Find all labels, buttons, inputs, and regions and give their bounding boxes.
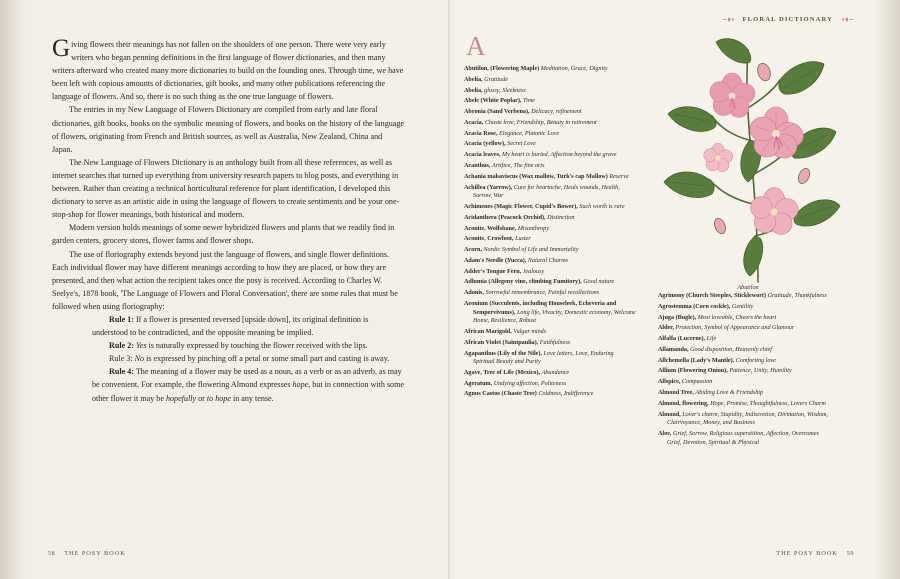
page-number-left: 58 xyxy=(48,551,56,557)
dictionary-entry-term: Abelia, xyxy=(464,87,483,94)
dictionary-entry-term: Agrostemma (Corn cockle), xyxy=(658,303,731,310)
dictionary-entry-definition: Secret Love xyxy=(507,141,536,148)
dictionary-entry-term: African Violet (Saintpaulia), xyxy=(464,339,539,346)
dictionary-entry-definition: glossy, Sleekness xyxy=(484,87,526,94)
left-page-body-text xyxy=(52,35,405,405)
dictionary-entry-term: Agapanthus (Lily of the Nile), xyxy=(464,350,542,357)
dictionary-entry xyxy=(658,430,834,447)
dictionary-entry xyxy=(464,65,636,74)
dictionary-entry-definition: Vulgar minds xyxy=(513,328,547,335)
dictionary-entry-term: Acacia (yellow), xyxy=(464,141,506,148)
paragraph-anthology: The New Language of Flowers Dictionary is an anthology built from all these references, as well as internet searches that turned up everything from university research papers to blog posts, and everything in between. Rather than creating a technical horticultural reference for plant identification, I developed this dictionary to serve as an artistic aide in using the language of flowers to create sentiments and be your one-stop-shop for flower meanings, both historical and modern. xyxy=(52,157,400,220)
dictionary-entry-definition: Good nature xyxy=(583,279,615,286)
dictionary-entry-term: Abutilon, (Flowering Maple) xyxy=(464,66,540,72)
floral-flourish-icon-right xyxy=(838,16,854,23)
rule-emphasis-4c: to hope xyxy=(206,393,231,403)
dictionary-entry-definition: Comforting love xyxy=(735,357,776,364)
running-head-label: FLORAL DICTIONARY xyxy=(742,16,833,23)
dictionary-entry-definition: Most loveable, Cheers the heart xyxy=(697,314,777,321)
rule-text-3b: is expressed by pinching off a petal or some small part and casting is away. xyxy=(144,354,390,364)
dictionary-entry xyxy=(658,324,834,333)
dictionary-entry-term: Almond, flowering, xyxy=(658,400,709,407)
dictionary-entry xyxy=(464,203,636,212)
dictionary-entry xyxy=(464,257,636,266)
dictionary-entry xyxy=(658,346,834,355)
rule-emphasis-4: hope xyxy=(292,380,309,390)
dictionary-entry xyxy=(658,292,834,301)
dictionary-entry-definition: Protection, Symbol of Appearance and Glamour xyxy=(675,325,795,332)
dictionary-entry-term: Achimenes (Magic Flower, Cupid's Bower), xyxy=(464,203,578,210)
dictionary-entry-definition: Hope, Promise, Thoughtfulness, Lovers Charm xyxy=(710,400,826,407)
rule-emphasis-3: No xyxy=(134,354,145,364)
dictionary-entry-definition: Meditation, Grace, Dignity xyxy=(540,66,608,72)
dictionary-entry xyxy=(464,278,636,287)
dictionary-entry xyxy=(658,367,834,376)
dictionary-entry xyxy=(464,300,636,326)
dictionary-entry-term: Achania mahaviscus (Wax mallow, Turk's cap Mallow) xyxy=(464,173,608,180)
rule-item-3 xyxy=(52,352,404,365)
rule-text-4c: or xyxy=(196,393,207,403)
footer-left xyxy=(48,550,126,557)
rule-text-2b: is naturally expressed by touching the flower received with the lips. xyxy=(146,341,368,351)
rule-item-4 xyxy=(52,365,404,404)
dictionary-entry-definition: Chaste love, Friendship, Beauty in retirement xyxy=(484,119,597,126)
dictionary-entry-definition: Jealousy xyxy=(522,268,545,275)
dictionary-entry-definition: Luster xyxy=(515,236,531,243)
dictionary-entry xyxy=(658,314,834,323)
floral-flourish-icon-left xyxy=(722,16,738,23)
dictionary-entry-definition: Lover's charm, Stupidity, Indiscretion, Divination, Wisdom, Clairvoyance, Money, and Business xyxy=(667,411,828,427)
dictionary-entry-term: Adonis, xyxy=(464,290,484,297)
dictionary-entry-definition: Cure for heartache, Heals wounds, Health, Sorrow, War xyxy=(473,184,620,200)
dictionary-entry xyxy=(464,328,636,337)
dictionary-entry-term: Alfalfa (Lucerne), xyxy=(658,336,706,343)
dictionary-entry-term: Aeonium (Succulents, including Houseleek, Echeveria and Sempervivums), xyxy=(464,301,617,316)
rule-label-2: Rule 2: xyxy=(109,341,134,351)
paragraph-text: iving flowers their meanings has not fallen on the shoulders of one person. There were very early writers who began penning definitions in the first language of flower dictionaries, and then many writers afterward who created many more dictionaries to build on the founding ones. Through time, we have been left with copious amounts of dictionaries, gift books, and many other publications referencing the language of flowers. And so, there is no such thing as the one true language of flowers. xyxy=(52,40,404,102)
rule-item-2 xyxy=(52,339,404,352)
dictionary-entry xyxy=(464,76,636,85)
paragraph-floriography: The use of floriography extends beyond just the language of flowers, and single flower definitions. Each individual flower may have different meanings according to how they are placed, or how they are presented, and then what action the recipient takes once the posy is received. According to Charles W. Seelye's, 1878 book, 'The Language of Flowers and Floral Conversation', there are some rules that must be followed when using floriography: xyxy=(52,249,398,311)
dictionary-entry-definition: Gratitude, Thankfulness xyxy=(767,293,827,299)
dictionary-entry-term: Agrimony (Church Steeples, Sticklewort) xyxy=(658,293,767,299)
rule-label-3: Rule 3: xyxy=(109,354,133,364)
dictionary-entry-definition: Love letters, Love, Enduring Spiritual Beauty and Purity xyxy=(473,350,614,366)
dictionary-entry-definition: Reserve xyxy=(609,173,629,180)
dictionary-entry xyxy=(464,339,636,348)
dictionary-entry-definition: Such worth is rare xyxy=(579,203,625,210)
dictionary-entry-definition: Sorrowful remembrance, Painful recollections xyxy=(485,290,600,297)
dictionary-entry-term: Acorn, xyxy=(464,247,482,254)
dictionary-entry-definition: My heart is buried, Affection beyond the grave xyxy=(502,152,617,159)
dictionary-entry xyxy=(464,151,636,160)
rule-emphasis-2: Yes xyxy=(135,341,147,351)
dictionary-entry xyxy=(464,108,636,117)
dictionary-entry-definition: Delicacy, refinement xyxy=(531,109,582,116)
dictionary-entry xyxy=(464,369,636,378)
dictionary-section xyxy=(464,31,888,514)
dictionary-entry-definition: Compassion xyxy=(681,379,713,386)
dictionary-entry-definition: Coldness, Indifference xyxy=(538,391,594,398)
drop-cap: G xyxy=(52,35,71,62)
rule-text-1: If a flower is presented reversed [upside down], its original definition is understood to be contradicted, and the opposite meaning be implied. xyxy=(92,314,369,338)
dictionary-entry-definition: Artifice, The fine arts xyxy=(492,163,545,170)
dictionary-entry-definition: Elegance, Platonic Love xyxy=(498,130,560,137)
rule-emphasis-4b: hopefully xyxy=(165,393,197,403)
dictionary-entry xyxy=(464,173,636,182)
book-title-left: THE POSY BOOK xyxy=(64,550,126,557)
dictionary-entry xyxy=(658,378,834,387)
dictionary-entry-definition: Undying affection, Politeness xyxy=(493,380,567,387)
rule-text-4b: , but in connection with some other flower it may be xyxy=(92,380,404,403)
rule-label-4: Rule 4: xyxy=(109,367,134,377)
dictionary-entry-term: Acanthus, xyxy=(464,163,491,170)
dictionary-entry-definition: Gentility xyxy=(731,303,754,310)
dictionary-entry-term: Abelia, xyxy=(464,76,483,83)
dictionary-entry-term: Acidanthera (Peacock Orchid), xyxy=(464,214,546,221)
dictionary-entry-term: Acacia leaves, xyxy=(464,152,501,159)
section-letter-heading: A xyxy=(466,31,486,61)
dictionary-entry xyxy=(464,380,636,389)
dictionary-entry xyxy=(464,119,636,128)
dictionary-entry xyxy=(464,130,636,139)
paragraph-modern-version: Modern version holds meanings of some newer hybridized flowers and plants that we readily find in garden centers, grocery stores, flower farms and flower shops. xyxy=(52,223,395,246)
illustration-caption: Abutilon xyxy=(737,284,759,291)
running-head xyxy=(722,16,854,23)
dictionary-entry xyxy=(658,357,834,366)
dictionary-entry xyxy=(464,214,636,223)
rule-text-4d: in any tense. xyxy=(230,393,274,403)
dictionary-entry xyxy=(658,335,834,344)
dictionary-entry-term: Allamanda, xyxy=(658,346,689,353)
dictionary-entry-term: Agave, Tree of Life (Mexico), xyxy=(464,369,541,376)
dictionary-entry xyxy=(464,390,636,399)
dictionary-entry-term: Ageratum, xyxy=(464,380,493,387)
dictionary-entry-definition: Gratitude xyxy=(484,76,509,83)
dictionary-entry-term: Adlumia (Allegeny vine, climbing Fumitory), xyxy=(464,279,582,286)
dictionary-entry-definition: Natural Charms xyxy=(527,257,569,264)
dictionary-entry xyxy=(464,235,636,244)
rule-text-4a: The meaning of a flower may be used as a noun, as a verb or as an adverb, as may be convenient. For example, the flowering Almond expresses xyxy=(92,367,402,390)
dictionary-entry-term: Aloe, xyxy=(658,430,672,437)
dictionary-entry xyxy=(464,162,636,171)
dictionary-entry-term: Aconite, Wolfsbane, xyxy=(464,225,517,232)
dictionary-entry-term: Achillea (Yarrow), xyxy=(464,184,513,191)
dictionary-entry xyxy=(464,246,636,255)
dictionary-entry xyxy=(464,97,636,106)
rule-item-1 xyxy=(52,313,404,339)
dictionary-column-one xyxy=(464,31,636,401)
dictionary-entry-definition: Life xyxy=(706,336,717,343)
dictionary-entry-definition: Long life, Vivacity, Domestic economy, Welcome Home, Resilience, Robust xyxy=(473,309,636,325)
dictionary-entry-term: Aconite, Crowfoot, xyxy=(464,236,514,243)
book-title-right: THE POSY BOOK xyxy=(776,550,838,557)
dictionary-entry-definition: Faithfulness xyxy=(539,339,571,346)
abutilon-flower-illustration xyxy=(654,36,842,286)
dictionary-entry-term: African Marigold, xyxy=(464,328,512,335)
dictionary-entry-term: Acacia, xyxy=(464,119,484,126)
dictionary-entry-term: Agnus Castus (Chaste Tree) xyxy=(464,391,537,398)
dictionary-entry xyxy=(658,400,834,409)
dictionary-entry-definition: Abundance xyxy=(541,369,570,376)
paragraph-entries-source: The entries in my New Language of Flowers Dictionary are compiled from early and late floral dictionaries, gift books, books on the symbolic meaning of flowers, and books on the history of the language of flowers, originating from French and British sources, as well as Australia, New Zealand, China and Japan. xyxy=(52,105,405,154)
dictionary-entry-definition: Misanthropy xyxy=(517,225,549,232)
dictionary-entry-term: Allspice, xyxy=(658,379,681,386)
dictionary-entry-term: Adder's Tongue Fern, xyxy=(464,268,522,275)
rule-label-1: Rule 1: xyxy=(109,314,134,324)
dictionary-entry-term: Allchemella (Lady's Mantle), xyxy=(658,357,735,364)
dictionary-entry-term: Alder, xyxy=(658,325,674,332)
dictionary-entry-term: Abele (White Poplar), xyxy=(464,98,522,105)
dictionary-entry xyxy=(464,268,636,277)
paragraph-intro xyxy=(52,35,404,103)
right-page xyxy=(450,0,900,579)
dictionary-entry xyxy=(464,289,636,298)
dictionary-entry xyxy=(658,411,834,428)
dictionary-entry xyxy=(464,140,636,149)
dictionary-entry-definition: Grief, Sorrow, Religious superstition, Affection, Overcomes Grief, Devotion, Spiritual & Physical xyxy=(667,430,819,446)
dictionary-column-two xyxy=(658,292,834,449)
dictionary-entry-definition: Distinction xyxy=(547,214,575,221)
dictionary-entry-definition: Good disposition, Heavenly chief xyxy=(690,346,772,353)
dictionary-entry-definition: Nordic Symbol of Life and Immortality xyxy=(483,247,579,254)
dictionary-entry-term: Allium (Flowering Onion), xyxy=(658,368,728,375)
dictionary-entry-term: Ajuga (Bugle), xyxy=(658,314,697,321)
footer-right xyxy=(776,550,854,557)
page-edge-shadow-left xyxy=(0,0,26,579)
dictionary-entry xyxy=(658,389,834,398)
page-number-right: 59 xyxy=(846,551,854,557)
dictionary-entry xyxy=(464,225,636,234)
dictionary-entry xyxy=(658,303,834,312)
dictionary-entry-definition: Time xyxy=(523,98,535,105)
dictionary-entry-definition: Patience, Unity, Humility xyxy=(729,368,792,375)
dictionary-entry xyxy=(464,350,636,367)
dictionary-entry xyxy=(464,87,636,96)
dictionary-entry-term: Almond Tree, xyxy=(658,390,694,397)
dictionary-entry-definition: Abiding Love & Friendship xyxy=(695,390,764,397)
dictionary-entry-term: Almond, xyxy=(658,411,681,418)
dictionary-entry-term: Adam's Needle (Yucca), xyxy=(464,257,527,264)
dictionary-entry-term: Acacia Rose, xyxy=(464,130,498,137)
dictionary-entry xyxy=(464,184,636,201)
dictionary-entry-term: Abronia (Sand Verbena), xyxy=(464,109,530,116)
